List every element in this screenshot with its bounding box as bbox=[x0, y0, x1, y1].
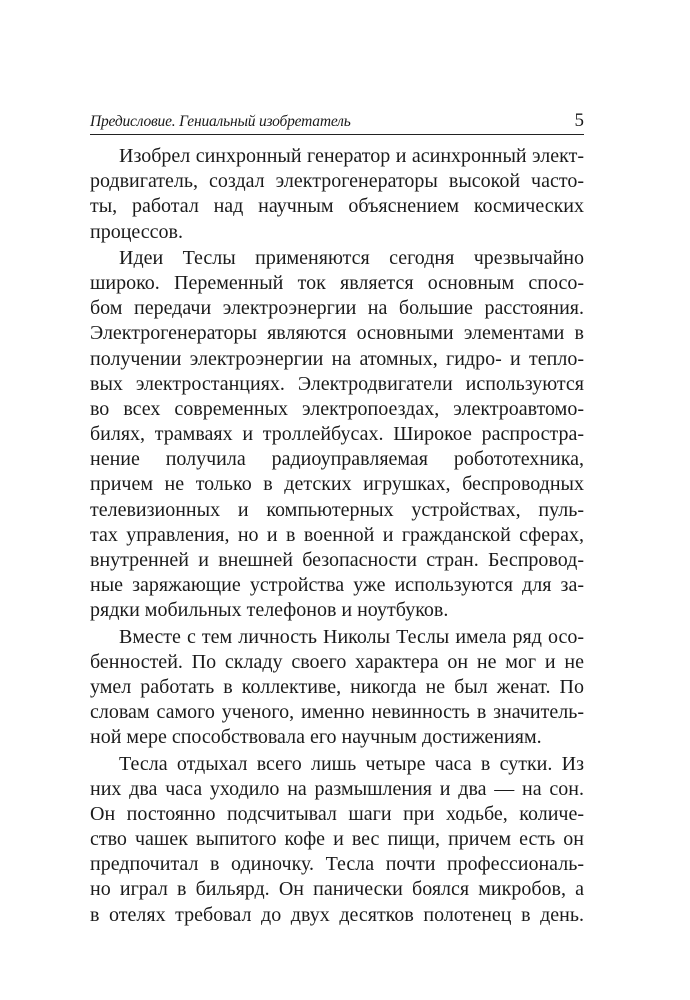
text-line: но играл в бильярд. Он панически боялся микробов, а bbox=[90, 878, 584, 901]
text-line: ной мере способствовала его научным достижениям. bbox=[90, 726, 542, 749]
text-line: ные заряжающие устройства уже используются для за- bbox=[90, 574, 584, 597]
running-title: Предисловие. Гениальный изобретатель bbox=[90, 113, 351, 130]
text-line: ство чашек выпитого кофе и вес пищи, причем есть он bbox=[90, 828, 584, 851]
paragraph-1 bbox=[90, 144, 584, 245]
text-line: широко. Переменный ток является основным спосо- bbox=[90, 271, 584, 294]
running-header bbox=[90, 110, 584, 135]
text-line: Изобрел синхронный генератор и асинхронный элект- bbox=[119, 145, 584, 167]
text-line: причем не только в детских игрушках, беспроводных bbox=[90, 473, 584, 496]
text-line: них два часа уходило на размышления и два — на сон. bbox=[90, 777, 584, 800]
text-line: вых электростанциях. Электродвигатели используются bbox=[90, 372, 584, 395]
text-line: бом передачи электроэнергии на большие расстояния. bbox=[90, 297, 584, 320]
text-line: билях, трамваях и троллейбусах. Широкое распростра- bbox=[90, 423, 584, 446]
text-line: Он постоянно подсчитывал шаги при ходьбе, количе- bbox=[90, 802, 584, 825]
text-line: рядки мобильных телефонов и ноутбуков. bbox=[90, 599, 449, 622]
text-line: телевизионных и компьютерных устройствах, пуль- bbox=[90, 498, 584, 521]
text-line: Идеи Теслы применяются сегодня чрезвычайно bbox=[119, 246, 584, 269]
text-line: родвигатель, создал электрогенераторы высокой часто- bbox=[90, 170, 584, 193]
text-line: нение получила радиоуправляемая робототехника, bbox=[90, 448, 584, 471]
text-line: во всех современных электропоездах, электроавтомо- bbox=[90, 397, 584, 420]
body-text bbox=[90, 144, 584, 928]
text-line: внутренней и внешней безопасности стран. Беспровод- bbox=[90, 549, 584, 571]
text-line: умел работать в коллективе, никогда не был женат. По bbox=[90, 675, 584, 698]
text-line: в отелях требовал до двух десятков полотенец в день. bbox=[90, 903, 584, 926]
text-line: Электрогенераторы являются основными элементами в bbox=[90, 322, 584, 345]
text-line: словам самого ученого, именно невинность в значитель- bbox=[90, 701, 584, 724]
text-line: ты, работал над научным объяснением космических bbox=[90, 195, 584, 218]
paragraph-3 bbox=[90, 625, 584, 751]
text-line: Тесла отдыхал всего лишь четыре часа в сутки. Из bbox=[119, 752, 584, 775]
page-number: 5 bbox=[574, 110, 584, 131]
text-line: бенностей. По складу своего характера он не мог и не bbox=[90, 650, 584, 673]
paragraph-2 bbox=[90, 246, 584, 624]
text-line: Вместе с тем личность Николы Теслы имела ряд осо- bbox=[119, 625, 584, 648]
text-line: предпочитал в одиночку. Тесла почти профессиональ- bbox=[90, 853, 584, 876]
text-line: процессов. bbox=[90, 220, 183, 243]
text-line: получении электроэнергии на атомных, гидро- и тепло- bbox=[90, 347, 584, 370]
paragraph-4 bbox=[90, 752, 584, 928]
text-line: тах управления, но и в военной и гражданской сферах, bbox=[90, 523, 584, 546]
